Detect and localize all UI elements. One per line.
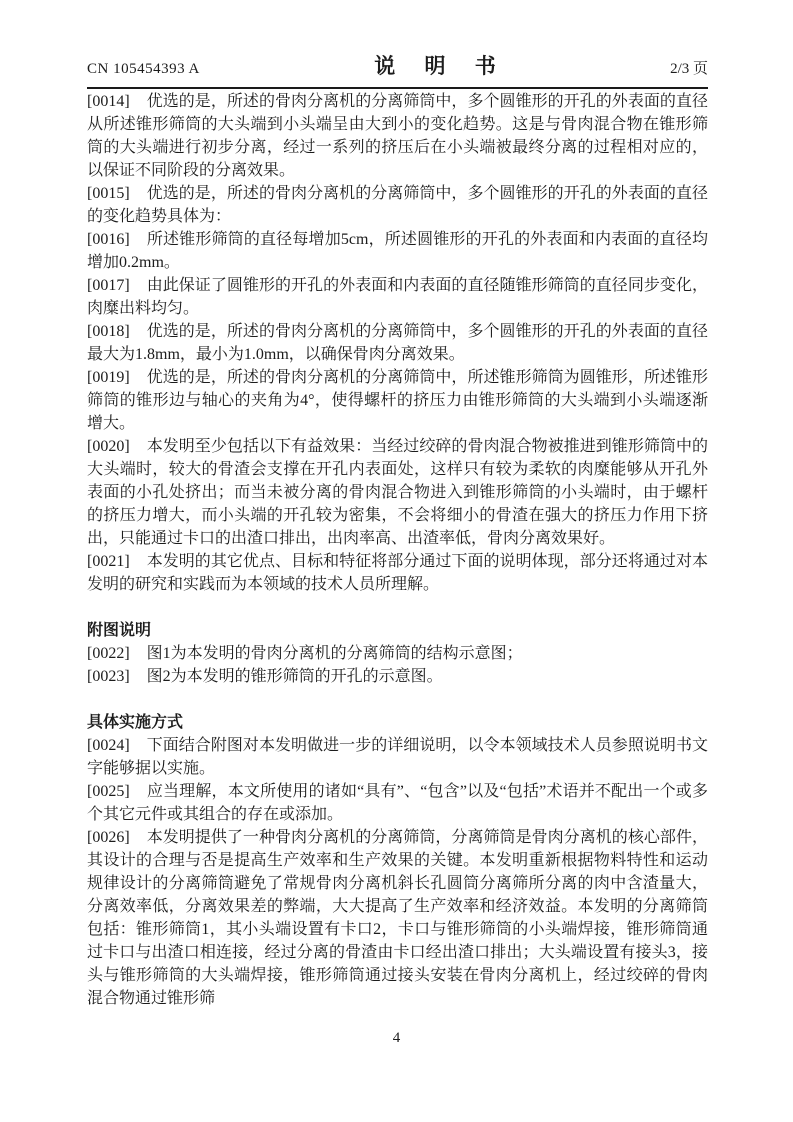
paragraph: [0017] 由此保证了圆锥形的开孔的外表面和内表面的直径随锥形筛筒的直径同步变化，肉糜出料均匀。: [87, 277, 708, 317]
paragraph-number: [0017]: [87, 277, 130, 294]
paragraph-number: [0015]: [87, 185, 130, 202]
paragraph: [0021] 本发明的其它优点、目标和特征将部分通过下面的说明体现，部分还将通过对本发明的研究和实践而为本领域的技术人员所理解。: [87, 553, 708, 593]
paragraph: [0022] 图1为本发明的骨肉分离机的分离筛筒的结构示意图；: [87, 645, 523, 662]
document-title: 说 明 书: [374, 54, 508, 78]
paragraph-number: [0014]: [87, 93, 130, 110]
page-number: 4: [392, 1030, 401, 1046]
paragraph-number: [0018]: [87, 323, 130, 340]
paragraph-number: [0016]: [87, 231, 130, 248]
document-body: [87, 90, 708, 1010]
document-number: CN 105454393 A: [87, 61, 200, 77]
paragraph-number: [0022]: [87, 645, 130, 662]
paragraph: [0014] 优选的是，所述的骨肉分离机的分离筛筒中，多个圆锥形的开孔的外表面的直径从所述锥形筛筒的大头端到小头端呈由大到小的变化趋势。这是与骨肉混合物在锥形筛筒的大头端进行初步分离，经过一系列的挤压后在小头端被最终分离的过程相对应的，以保证不同阶段的分离效果。: [87, 93, 708, 179]
paragraph: [0024] 下面结合附图对本发明做进一步的详细说明，以令本领域技术人员参照说明书文字能够据以实施。: [87, 737, 708, 777]
paragraph: [0023] 图2为本发明的锥形筛筒的开孔的示意图。: [87, 668, 443, 685]
page-header: [87, 50, 708, 89]
section-heading: 具体实施方式: [87, 714, 184, 731]
paragraph-number: [0026]: [87, 829, 130, 846]
section-heading: 附图说明: [87, 622, 152, 639]
paragraph-number: [0021]: [87, 553, 130, 570]
paragraph: [0015] 优选的是，所述的骨肉分离机的分离筛筒中，多个圆锥形的开孔的外表面的直径的变化趋势具体为：: [87, 185, 708, 225]
page-indicator: 2/3 页: [670, 61, 708, 77]
paragraph-number: [0019]: [87, 369, 130, 386]
paragraph-number: [0023]: [87, 668, 130, 685]
paragraph: [0016] 所述锥形筛筒的直径每增加5cm，所述圆锥形的开孔的外表面和内表面的直径均增加0.2mm。: [87, 231, 708, 271]
paragraph: [0020] 本发明至少包括以下有益效果：当经过绞碎的骨肉混合物被推进到锥形筛筒中的大头端时，较大的骨渣会支撑在开孔内表面处，这样只有较为柔软的肉糜能够从开孔外表面的小孔处挤出；而当未被分离的骨肉混合物进入到锥形筛筒的小头端时，由于螺杆的挤压力增大，而小头端的开孔较为密集，不会将细小的骨渣在强大的挤压力作用下挤出，只能通过卡口的出渣口排出，出肉率高、出渣率低，骨肉分离效果好。: [87, 438, 708, 547]
paragraph-number: [0024]: [87, 737, 130, 754]
paragraph-number: [0025]: [87, 783, 130, 800]
paragraph: [0026] 本发明提供了一种骨肉分离机的分离筛筒，分离筛筒是骨肉分离机的核心部件，其设计的合理与否是提高生产效率和生产效果的关键。本发明重新根据物料特性和运动规律设计的分离筛筒避免了常规骨肉分离机斜长孔圆筒分离筛所分离的肉中含渣量大，分离效率低，分离效果差的弊端，大大提高了生产效率和经济效益。本发明的分离筛筒包括：锥形筛筒1，其小头端设置有卡口2，卡口与锥形筛筒的小头端焊接，锥形筛筒通过卡口与出渣口相连接，经过分离的骨渣由卡口经出渣口排出；大头端设置有接头3，接头与锥形筛筒的大头端焊接，锥形筛筒通过接头安装在骨肉分离机上，经过绞碎的骨肉混合物通过锥形筛: [87, 829, 708, 1007]
paragraph-number: [0020]: [87, 438, 130, 455]
paragraph: [0025] 应当理解，本文所使用的诸如“具有”、“包含”以及“包括”术语并不配出一个或多个其它元件或其组合的存在或添加。: [87, 783, 708, 823]
paragraph: [0019] 优选的是，所述的骨肉分离机的分离筛筒中，所述锥形筛筒为圆锥形，所述锥形筛筒的锥形边与轴心的夹角为4°，使得螺杆的挤压力由锥形筛筒的大头端到小头端逐渐增大。: [87, 369, 708, 432]
page-footer: [0, 1030, 793, 1047]
paragraph: [0018] 优选的是，所述的骨肉分离机的分离筛筒中，多个圆锥形的开孔的外表面的直径最大为1.8mm，最小为1.0mm，以确保骨肉分离效果。: [87, 323, 708, 363]
